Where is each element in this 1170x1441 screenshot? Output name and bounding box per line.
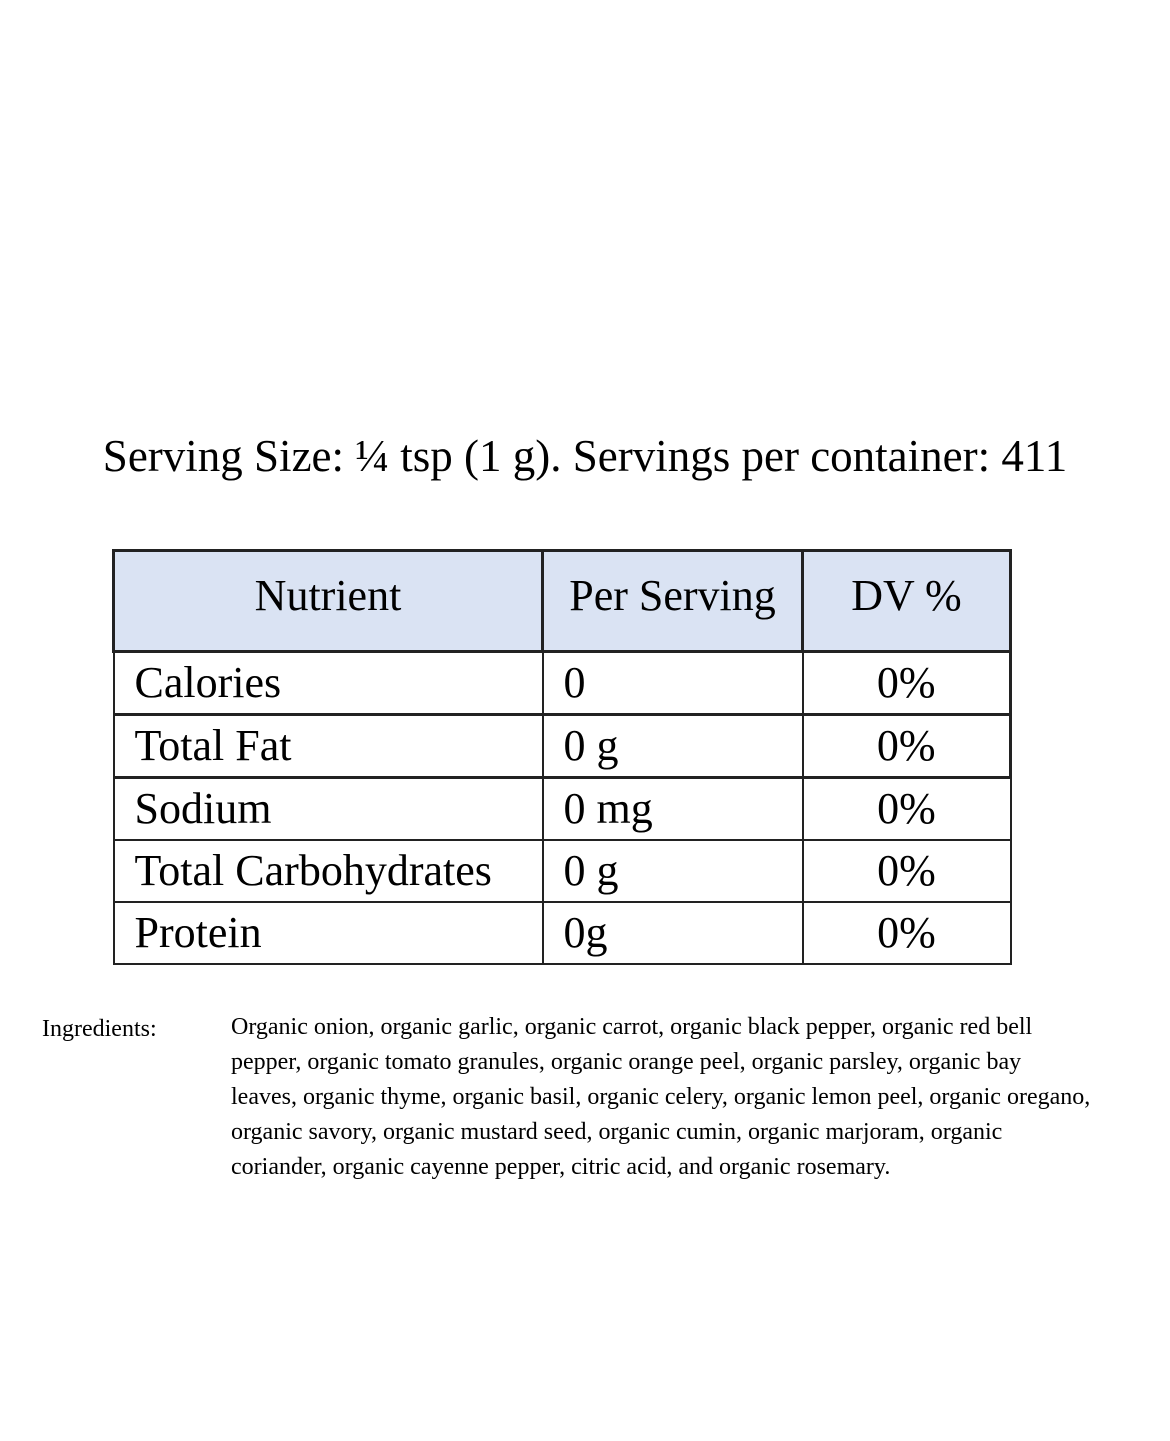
header-per-serving: Per Serving xyxy=(543,551,803,652)
header-nutrient: Nutrient xyxy=(114,551,543,652)
per-serving-value: 0 mg xyxy=(543,778,803,841)
ingredients-text: Organic onion, organic garlic, organic carrot, organic black pepper, organic red bell pepper, organic tomato granules, organic orange peel, organic parsley, organic bay leaves, organic thyme, organic basil, organic celery, organic lemon peel, organic oregano, organic savory, organic mustard seed, organic cumin, organic marjoram, organic coriander, organic cayenne pepper, citric acid, and organic rosemary. xyxy=(231,1014,1091,1180)
table-row xyxy=(114,840,1011,902)
nutrient-name: Total Fat xyxy=(114,715,543,778)
table-row xyxy=(114,715,1011,778)
nutrient-name: Total Carbohydrates xyxy=(114,840,543,902)
table-row xyxy=(114,778,1011,841)
table-row xyxy=(114,652,1011,715)
per-serving-value: 0 g xyxy=(543,715,803,778)
dv-value: 0% xyxy=(803,902,1011,964)
dv-value: 0% xyxy=(803,652,1011,715)
per-serving-value: 0 xyxy=(543,652,803,715)
nutrient-name: Protein xyxy=(114,902,543,964)
table-header-row xyxy=(114,551,1011,652)
nutrient-name: Calories xyxy=(114,652,543,715)
nutrient-name: Sodium xyxy=(114,778,543,841)
ingredients-label: Ingredients: xyxy=(42,1016,157,1042)
dv-value: 0% xyxy=(803,715,1011,778)
serving-size-line: Serving Size: ¼ tsp (1 g). Servings per container: 411 xyxy=(102,431,1068,481)
table-row xyxy=(114,902,1011,964)
per-serving-value: 0g xyxy=(543,902,803,964)
dv-value: 0% xyxy=(803,840,1011,902)
nutrition-table xyxy=(112,549,1012,965)
header-dv: DV % xyxy=(803,551,1011,652)
per-serving-value: 0 g xyxy=(543,840,803,902)
dv-value: 0% xyxy=(803,778,1011,841)
